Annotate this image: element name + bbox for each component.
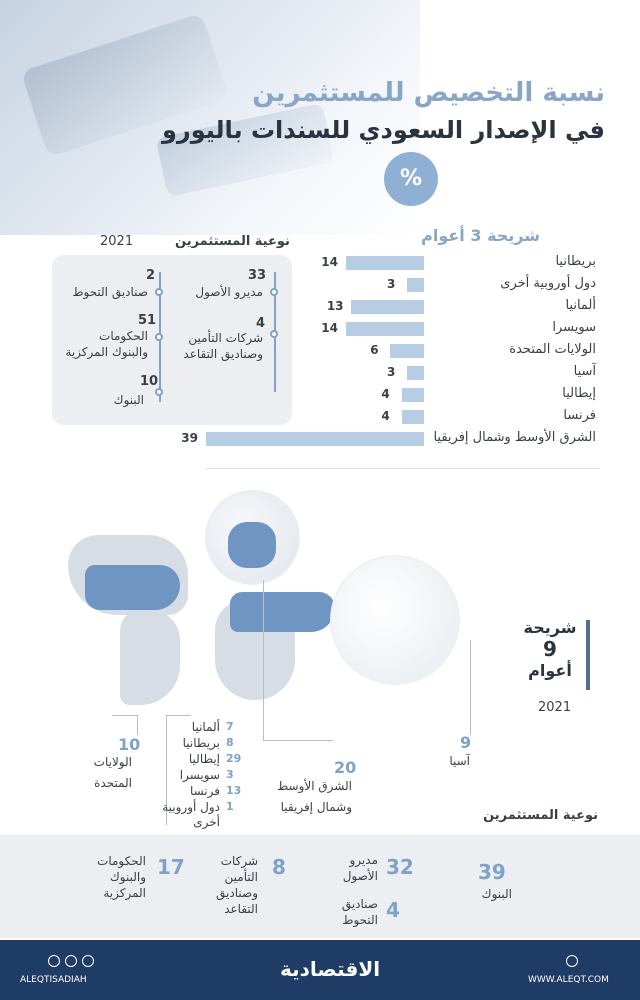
europe-item <box>150 736 250 752</box>
tranche3-investor-title: نوعية المستثمرين <box>175 234 290 249</box>
tranche9-year: 2021 <box>538 700 572 715</box>
inv-text-governments: الحكومات والبنوك المركزية <box>65 329 148 359</box>
brand-logo[interactable]: الاقتصادية <box>280 957 381 981</box>
europe-item-text: دول أوروبية أخرى <box>162 800 220 829</box>
bar-label-0: بريطانيا <box>555 254 596 269</box>
tranche9-label <box>520 618 580 680</box>
bar-value-0: 14 <box>321 255 338 269</box>
europe-item-text: إيطاليا <box>188 752 220 766</box>
ann-asia-num: 9 <box>460 733 472 752</box>
title-line-1: نسبة التخصيص للمستثمرين <box>252 78 605 108</box>
bar-2 <box>351 300 424 314</box>
bar-label-1: دول أوروبية أخرى <box>500 276 596 291</box>
twitter-icon[interactable] <box>82 955 94 967</box>
bar-value-3: 14 <box>321 321 338 335</box>
bar-5 <box>407 366 424 380</box>
europe-item-text: بريطانيا <box>182 736 220 750</box>
inv-num-governments: 51 <box>138 313 157 328</box>
inv9-text-hedge-funds: صناديق التحوط <box>341 897 378 927</box>
europe-item-text: سويسرا <box>179 768 220 782</box>
bar-label-2: ألمانيا <box>565 298 596 313</box>
europe-item-num: 3 <box>226 768 234 781</box>
bar-value-4: 6 <box>370 343 379 357</box>
bar-label-7: فرنسا <box>563 408 596 423</box>
timeline-dot <box>270 288 278 296</box>
bar-label-4: الولايات المتحدة <box>509 342 596 357</box>
bar-label-5: آسيا <box>573 364 596 379</box>
percent-badge: % <box>384 152 438 206</box>
leader-line <box>112 715 137 716</box>
bar-7 <box>402 410 424 424</box>
ann-asia-text: آسيا <box>449 754 470 768</box>
bar-8 <box>206 432 424 446</box>
europe-item <box>150 768 250 784</box>
bar-0 <box>346 256 424 270</box>
europe-item-num: 8 <box>226 736 234 749</box>
ann-europe-list <box>150 720 250 832</box>
inv-text-insurance: شركات التأمين وصناديق التقاعد <box>183 331 263 361</box>
map-usa-highlight <box>85 565 180 610</box>
tranche9-label-bottom: أعوام <box>528 661 572 680</box>
inv9-text-asset-managers: مديرو الأصول <box>342 853 378 883</box>
europe-item-text: ألمانيا <box>191 720 220 734</box>
timeline-dot <box>155 288 163 296</box>
website-link[interactable]: WWW.ALEQT.COM <box>528 975 609 985</box>
bar-label-3: سويسرا <box>552 320 596 335</box>
map-south-america-land <box>120 610 180 705</box>
ann-mena-num: 20 <box>334 758 357 777</box>
instagram-icon[interactable] <box>48 955 60 967</box>
tranche9-number: 9 <box>543 637 557 661</box>
europe-item-text: فرنسا <box>189 784 220 798</box>
globe-icon[interactable] <box>566 955 578 967</box>
tranche9-investor-box <box>0 835 640 938</box>
map-asia-globe <box>330 555 460 685</box>
inv-num-insurance: 4 <box>256 316 266 331</box>
ann-mena-text: الشرق الأوسط وشمال إفريقيا <box>277 779 352 814</box>
inv-text-hedge-funds: صناديق التحوط <box>72 285 148 299</box>
tranche9-label-top: شريحة <box>523 618 577 637</box>
bar-1 <box>407 278 424 292</box>
europe-item-num: 1 <box>226 800 234 813</box>
inv-num-banks: 10 <box>140 374 159 389</box>
bar-value-5: 3 <box>387 365 396 379</box>
inv9-num-asset-managers: 32 <box>386 855 414 879</box>
bar-label-8: الشرق الأوسط وشمال إفريقيا <box>433 430 596 445</box>
timeline-dot <box>270 330 278 338</box>
timeline-dot <box>155 388 163 396</box>
bar-value-2: 13 <box>326 299 344 313</box>
inv-text-banks: البنوك <box>113 393 144 407</box>
inv9-text-banks: البنوك <box>481 887 512 901</box>
europe-item <box>150 784 250 800</box>
europe-item-num: 13 <box>226 784 242 797</box>
bar-4 <box>390 344 424 358</box>
europe-item-num: 7 <box>226 720 234 733</box>
bar-label-6: إيطاليا <box>562 386 596 401</box>
title-line-2: في الإصدار السعودي للسندات باليورو <box>161 116 605 144</box>
bar-3 <box>346 322 424 336</box>
inv9-num-hedge-funds: 4 <box>386 898 400 922</box>
timeline-dot <box>155 333 163 341</box>
inv9-text-insurance: شركات التأمين وصناديق التقاعد <box>216 854 258 916</box>
leader-line <box>263 580 264 740</box>
bar-value-7: 4 <box>381 409 390 423</box>
leader-line <box>263 740 333 741</box>
inv9-num-insurance: 8 <box>272 855 286 879</box>
map-mena-highlight <box>230 592 335 632</box>
europe-item <box>150 720 250 736</box>
europe-item <box>150 752 250 768</box>
inv9-num-banks: 39 <box>478 860 506 884</box>
tranche9-investor-title: نوعية المستثمرين <box>483 808 598 823</box>
leader-line <box>470 640 471 735</box>
section-divider <box>205 468 600 469</box>
bar-6 <box>402 388 424 402</box>
inv-num-hedge-funds: 2 <box>146 268 156 283</box>
inv-num-asset-managers: 33 <box>248 268 267 283</box>
tranche3-heading: شريحة 3 أعوام <box>421 226 540 245</box>
ann-usa-num: 10 <box>118 735 141 754</box>
social-handle[interactable]: ALEQTISADIAH <box>20 975 87 985</box>
leader-line <box>166 715 191 716</box>
facebook-icon[interactable] <box>65 955 77 967</box>
bar-value-1: 3 <box>387 277 396 291</box>
inv-text-asset-managers: مديرو الأصول <box>195 285 263 299</box>
inv9-text-governments: الحكومات والبنوك المركزية <box>97 854 146 900</box>
tranche3-year: 2021 <box>100 234 134 249</box>
leader-line <box>137 715 138 735</box>
inv9-num-governments: 17 <box>157 855 185 879</box>
europe-item-num: 29 <box>226 752 242 765</box>
tranche9-accent-bar <box>586 620 590 690</box>
europe-item <box>150 800 250 832</box>
map-europe-highlight <box>228 522 276 568</box>
bar-value-8: 39 <box>181 431 198 445</box>
bar-value-6: 4 <box>381 387 390 401</box>
ann-usa-text: الولايات المتحدة <box>93 755 132 790</box>
